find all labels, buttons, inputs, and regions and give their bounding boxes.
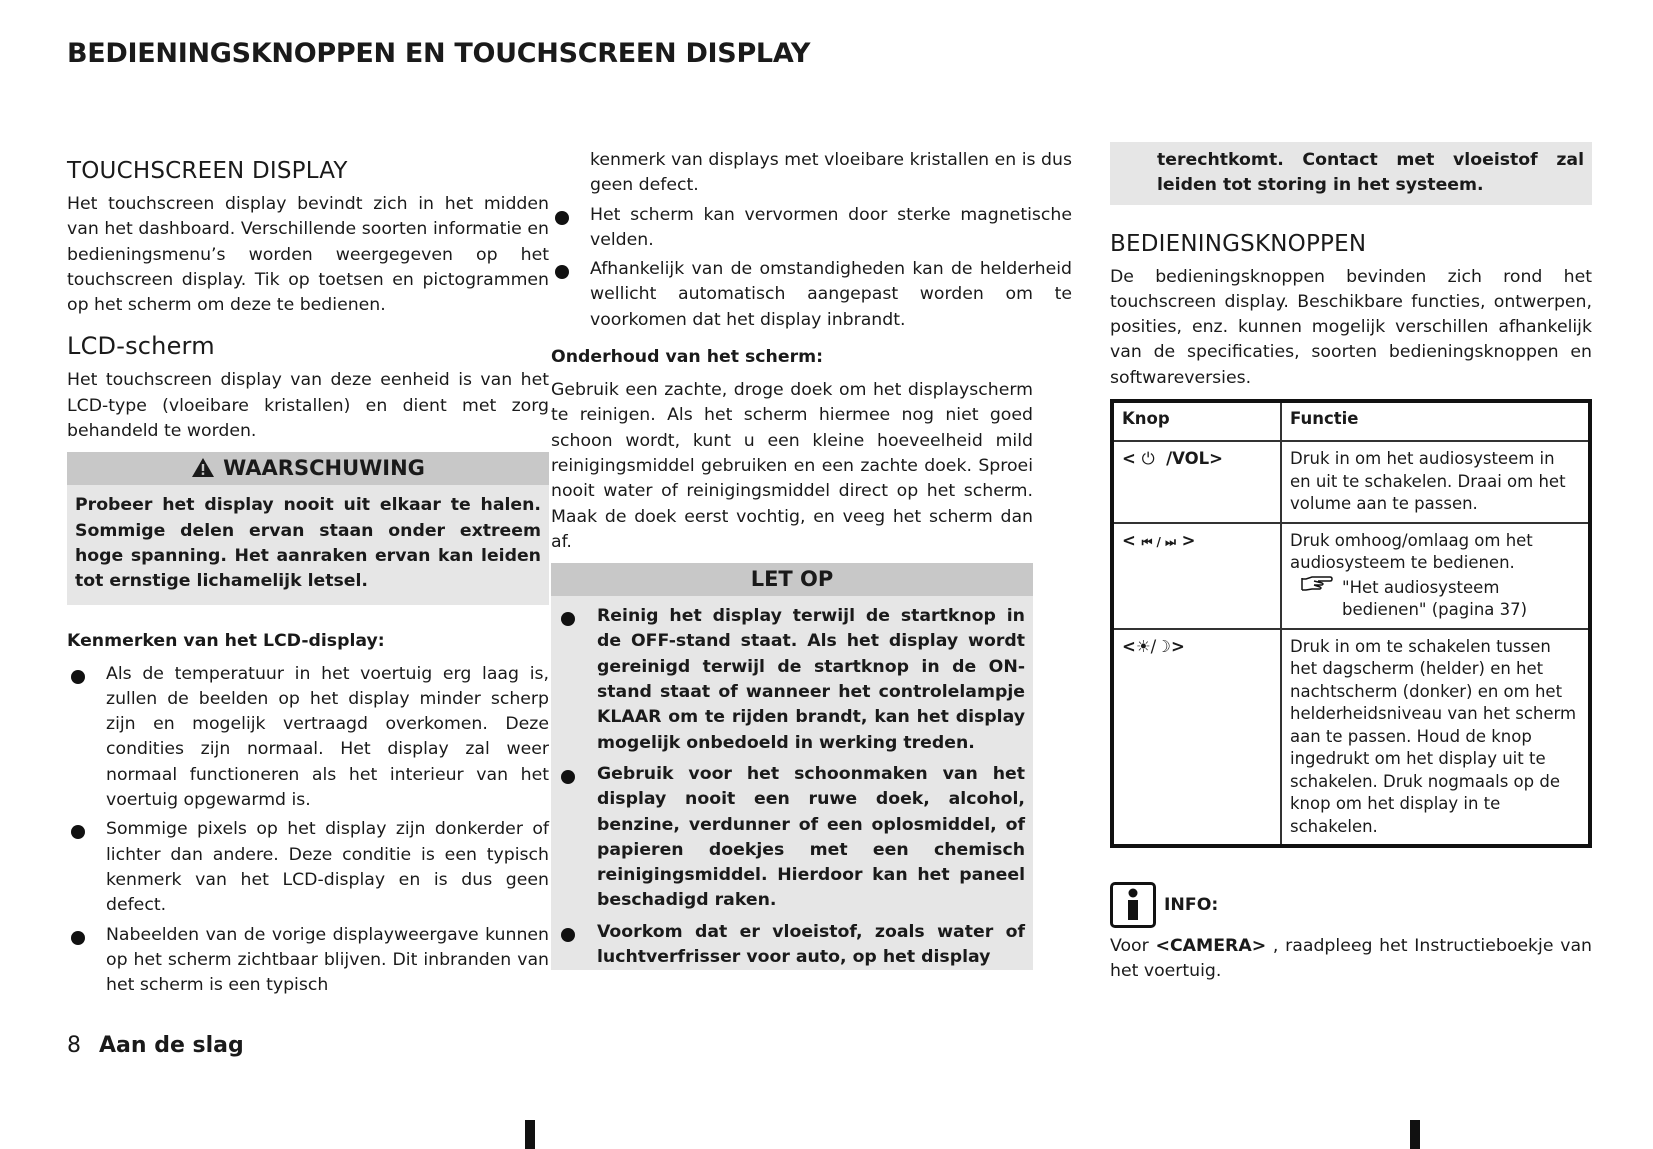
info-label: INFO:: [1164, 895, 1219, 916]
touchscreen-heading: TOUCHSCREEN DISPLAY: [67, 158, 348, 184]
list-item: Sommige pixels op het display zijn donkerder of lichter dan andere. Deze conditie is een typisch kenmerk van het LCD-display en is dus geen defect.: [67, 817, 549, 918]
knop-skip: < ⏮ / ⏭ >: [1112, 523, 1281, 629]
caution-box: [551, 563, 1033, 970]
caution-header: LET OP: [551, 563, 1033, 596]
caution-box-continued: [1110, 142, 1592, 205]
features-list-continued: [551, 148, 1072, 333]
lcd-heading: LCD-scherm: [67, 332, 215, 361]
list-item: Als de temperatuur in het voertuig erg laag is, zullen de beelden op het display minder scherp zijn en mogelijk vertraagd overkomen. Deze condities zijn normaal. Het display zal weer normaal functioneren als het interieur van het voertuig opgewarmd is.: [67, 662, 549, 814]
list-item: Afhankelijk van de omstandigheden kan de helderheid wellicht automatisch aangepast worden om te voorkomen dat het display inbrandt.: [551, 257, 1072, 333]
column-2: [551, 148, 1072, 990]
camera-button-label: <CAMERA>: [1155, 936, 1267, 957]
info-text: Voor <CAMERA> , raadpleeg het Instructieboekje van het voertuig.: [1110, 936, 1592, 982]
functie-cell: Druk omhoog/omlaag om het audiosysteem te bedienen. "Het audiosysteem bedienen" (pagina 37): [1281, 523, 1590, 629]
day-night-icon: ☀/☽: [1135, 636, 1171, 656]
caution-continued-text: terechtkomt. Contact met vloeistof zal leiden tot storing in het systeem.: [1157, 150, 1584, 196]
page-title: BEDIENINGSKNOPPEN EN TOUCHSCREEN DISPLAY: [67, 38, 811, 69]
controls-heading: BEDIENINGSKNOPPEN: [1110, 230, 1367, 257]
bullet-icon: [561, 612, 575, 626]
column-1: [67, 158, 549, 1010]
touchscreen-text: Het touchscreen display bevindt zich in het midden van het dashboard. Verschillende soorten informatie en bedieningsmenu’s worden weergegeven op het touchscreen display. Tik op toetsen en pictogrammen op het scherm om deze te bedienen.: [67, 194, 549, 316]
caution-body: [551, 596, 1033, 970]
crop-mark-left: [525, 1120, 535, 1149]
list-item: Voorkom dat er vloeistof, zoals water of luchtverfrisser voor auto, op het display: [551, 920, 1025, 971]
bullet-icon: [71, 670, 85, 684]
lcd-text: Het touchscreen display van deze eenheid is van het LCD-type (vloeibare kristallen) en dient met zorg behandeld te worden.: [67, 370, 549, 442]
warning-header: [67, 452, 549, 485]
column-header-knop: Knop: [1112, 401, 1281, 441]
pointing-hand-icon: [1300, 575, 1334, 600]
controls-text: De bedieningsknoppen bevinden zich rond het touchscreen display. Beschikbare functies, ontwerpen, posities, enz. kunnen mogelijk verschillen afhankelijk van de specificaties, soorten bedieningsknoppen en softwareversies.: [1110, 266, 1592, 388]
bullet-icon: [561, 770, 575, 784]
table-row: [1112, 441, 1590, 523]
table-row: [1112, 629, 1590, 847]
knop-power-vol: < ⏻ /VOL>: [1112, 441, 1281, 523]
knop-day-night: <☀/☽>: [1112, 629, 1281, 847]
info-icon: [1110, 882, 1156, 928]
warning-triangle-icon: [191, 455, 215, 488]
section-name: Aan de slag: [99, 1033, 244, 1058]
warning-text: Probeer het display nooit uit elkaar te halen. Sommige delen ervan staan onder extreem hoge spanning. Het aanraken ervan kan leiden tot ernstige lichamelijk letsel.: [75, 495, 541, 592]
bullet-icon: [71, 825, 85, 839]
crop-mark-right: [1410, 1120, 1420, 1149]
column-header-functie: Functie: [1281, 401, 1590, 441]
list-item: Reinig het display terwijl de startknop in de OFF-stand staat. Als het display wordt gereinigd terwijl de startknop in de ON-stand staat of wanneer het controlelampje KLAAR om te rijden brandt, kan het display mogelijk onbedoeld in werking treden.: [551, 604, 1025, 756]
skip-track-icon: ⏮ / ⏭: [1141, 534, 1176, 549]
table-row: [1112, 523, 1590, 629]
table-header-row: [1112, 401, 1590, 441]
bullet-icon: [71, 931, 85, 945]
warning-body: [67, 485, 549, 604]
functie-cell: Druk in om te schakelen tussen het dagscherm (helder) en het nachtscherm (donker) en om het helderheidsniveau van het scherm aan te passen. Houd de knop ingedrukt om het display uit te schakelen. Druk nogmaals op de knop om het display in te schakelen.: [1281, 629, 1590, 847]
maintenance-text: Gebruik een zachte, droge doek om het displayscherm te reinigen. Als het scherm hiermee nog niet goed schoon wordt, kunt u een kleine hoeveelheid mild reinigingsmiddel gebruiken en een zachte doek. Sproei nooit water of reinigingsmiddel direct op het scherm. Maak de doek eerst vochtig, en veeg het scherm dan af.: [551, 380, 1033, 552]
controls-table: [1110, 399, 1592, 848]
list-item: Nabeelden van de vorige displayweergave kunnen op het scherm zichtbaar blijven. Dit inbranden van het scherm is een typisch: [67, 923, 549, 999]
list-item: Het scherm kan vervormen door sterke magnetische velden.: [551, 203, 1072, 254]
page-reference[interactable]: "Het audiosysteem bedienen" (pagina 37): [1290, 575, 1580, 622]
features-heading: Kenmerken van het LCD-display:: [67, 630, 385, 651]
bullet-icon: [555, 211, 569, 225]
page-number: 8: [67, 1033, 81, 1058]
power-icon: ⏻: [1141, 449, 1155, 469]
bullet-icon: [555, 265, 569, 279]
warning-title: WAARSCHUWING: [223, 456, 425, 481]
page-footer: [67, 1033, 244, 1058]
bullet-icon: [561, 928, 575, 942]
warning-box: [67, 452, 549, 604]
list-item: Gebruik voor het schoonmaken van het display nooit een ruwe doek, alcohol, benzine, verdunner of een oplosmiddel, of papieren doekjes met een chemisch reinigingsmiddel. Hierdoor kan het paneel beschadigd raken.: [551, 762, 1025, 914]
functie-cell: Druk in om het audiosysteem in en uit te schakelen. Draai om het volume aan te passen.: [1281, 441, 1590, 523]
maintenance-heading: Onderhoud van het scherm:: [551, 347, 824, 368]
info-header: [1110, 882, 1592, 928]
list-item-continued: kenmerk van displays met vloeibare kristallen en is dus geen defect.: [590, 150, 1072, 196]
features-list: [67, 662, 549, 999]
column-3: [1110, 142, 1592, 999]
